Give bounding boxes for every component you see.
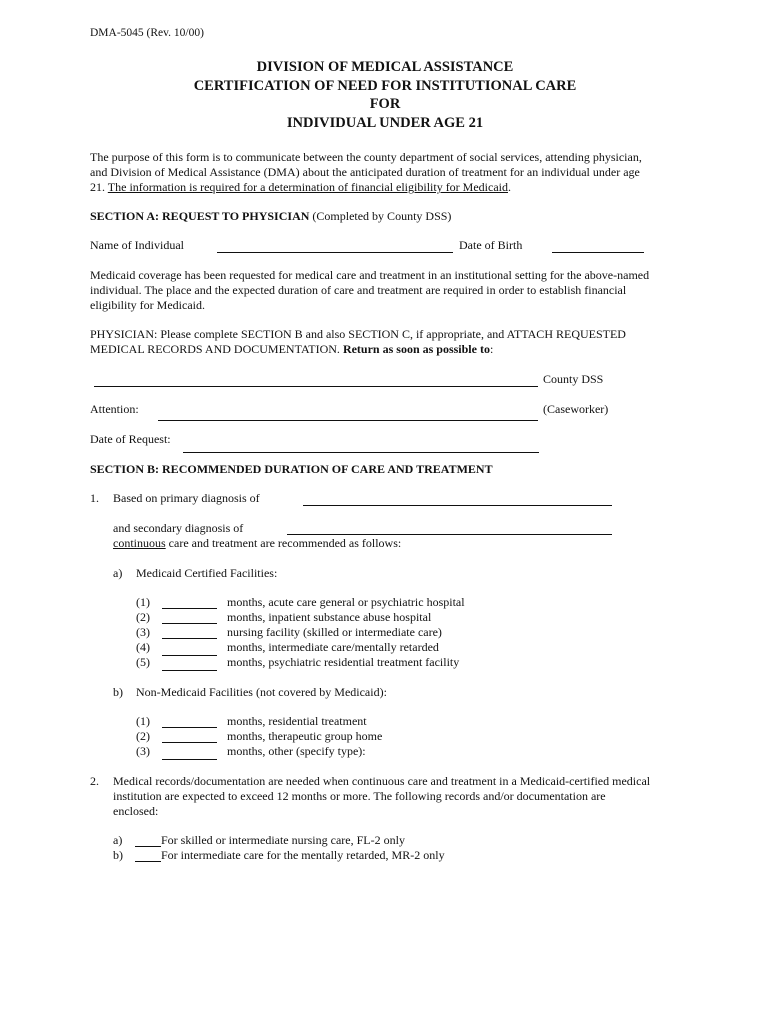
return-to-label: Return as soon as possible to bbox=[342, 342, 490, 356]
purpose-line-3-suffix: . bbox=[508, 180, 511, 194]
section-b-heading: SECTION B: RECOMMENDED DURATION OF CARE AND TREATMENT bbox=[90, 462, 493, 476]
medicaid-item-4-field[interactable] bbox=[162, 655, 217, 656]
secondary-diagnosis-label: and secondary diagnosis of bbox=[113, 521, 244, 535]
form-id: DMA-5045 (Rev. 10/00) bbox=[90, 27, 204, 39]
coverage-line-3: eligibility for Medicaid. bbox=[90, 298, 205, 312]
non-medicaid-item-1-field[interactable] bbox=[162, 727, 217, 728]
county-dss-label: County DSS bbox=[543, 372, 604, 386]
purpose-line-1: The purpose of this form is to communicate between the county department of social services, attending physician, bbox=[90, 150, 642, 164]
section-a-note: (Completed by County DSS) bbox=[312, 209, 452, 223]
physician-line-1: PHYSICIAN: Please complete SECTION B and also SECTION C, if appropriate, and ATTACH REQUESTED bbox=[90, 327, 626, 341]
item-2-number: 2. bbox=[90, 774, 99, 788]
doc-b-text: For intermediate care for the mentally retarded, MR-2 only bbox=[161, 848, 445, 862]
sub-a-label: a) bbox=[113, 566, 123, 580]
primary-diagnosis-label: Based on primary diagnosis of bbox=[113, 491, 260, 505]
doc-a-text: For skilled or intermediate nursing care, FL-2 only bbox=[161, 833, 405, 847]
purpose-line-3-underlined: The information is required for a determination of financial eligibility for Medicaid bbox=[107, 180, 508, 194]
sub-b-label: b) bbox=[113, 685, 123, 699]
physician-line-2-text: MEDICAL RECORDS AND DOCUMENTATION. bbox=[90, 342, 340, 356]
medicaid-item-4-text: months, intermediate care/mentally retarded bbox=[227, 640, 439, 654]
medicaid-item-3-field[interactable] bbox=[162, 638, 217, 639]
section-a-heading bbox=[90, 209, 451, 223]
medicaid-item-1-field[interactable] bbox=[162, 608, 217, 609]
item-1-number: 1. bbox=[90, 491, 99, 505]
item-2-line-2: institution are expected to exceed 12 months or more. The following records and/or documentation are bbox=[113, 789, 606, 803]
continuous-rest: care and treatment are recommended as follows: bbox=[168, 536, 402, 550]
title-line-2: CERTIFICATION OF NEED FOR INSTITUTIONAL CARE bbox=[193, 78, 577, 94]
non-medicaid-item-2-field[interactable] bbox=[162, 742, 217, 743]
medicaid-item-1-number: (1) bbox=[136, 595, 150, 609]
non-medicaid-facilities-title: Non-Medicaid Facilities (not covered by Medicaid): bbox=[136, 685, 387, 699]
doc-b-checkbox-line[interactable] bbox=[135, 861, 161, 862]
medicaid-item-2-number: (2) bbox=[136, 610, 150, 624]
purpose-line-2: and Division of Medical Assistance (DMA) about the anticipated duration of treatment for an individual under age bbox=[90, 165, 640, 179]
medicaid-item-4-number: (4) bbox=[136, 640, 150, 654]
continuous-line bbox=[113, 536, 401, 550]
name-of-individual-field[interactable] bbox=[217, 252, 453, 253]
non-medicaid-item-3-number: (3) bbox=[136, 744, 150, 758]
purpose-line-3-prefix: 21. bbox=[90, 180, 105, 194]
return-to-colon: : bbox=[489, 342, 494, 356]
coverage-line-1: Medicaid coverage has been requested for medical care and treatment in an institutional setting for the above-named bbox=[90, 268, 650, 282]
doc-a-checkbox-line[interactable] bbox=[135, 846, 161, 847]
non-medicaid-item-1-number: (1) bbox=[136, 714, 150, 728]
non-medicaid-item-2-text: months, therapeutic group home bbox=[227, 729, 383, 743]
medicaid-item-5-field[interactable] bbox=[162, 670, 217, 671]
non-medicaid-item-3-field[interactable] bbox=[162, 759, 217, 760]
medicaid-item-5-number: (5) bbox=[136, 655, 150, 669]
non-medicaid-item-3-text: months, other (specify type): bbox=[227, 744, 366, 758]
medicaid-item-1-text: months, acute care general or psychiatric hospital bbox=[227, 595, 465, 609]
title-line-3: FOR bbox=[369, 96, 401, 112]
doc-b-label: b) bbox=[113, 848, 123, 862]
medicaid-item-3-number: (3) bbox=[136, 625, 150, 639]
title-line-4: INDIVIDUAL UNDER AGE 21 bbox=[286, 115, 484, 131]
date-of-request-label: Date of Request: bbox=[90, 432, 171, 446]
non-medicaid-item-2-number: (2) bbox=[136, 729, 150, 743]
date-of-request-field[interactable] bbox=[183, 452, 539, 453]
title-line-1: DIVISION OF MEDICAL ASSISTANCE bbox=[256, 59, 514, 75]
section-a-title: SECTION A: REQUEST TO PHYSICIAN bbox=[90, 209, 310, 223]
item-2-line-3: enclosed: bbox=[113, 804, 159, 818]
date-of-birth-label: Date of Birth bbox=[459, 238, 523, 252]
medicaid-facilities-title: Medicaid Certified Facilities: bbox=[136, 566, 278, 580]
purpose-line-3 bbox=[90, 180, 511, 194]
medicaid-item-2-text: months, inpatient substance abuse hospital bbox=[227, 610, 432, 624]
date-of-birth-field[interactable] bbox=[552, 252, 644, 253]
medicaid-item-2-field[interactable] bbox=[162, 623, 217, 624]
name-of-individual-label: Name of Individual bbox=[90, 238, 184, 252]
county-dss-field[interactable] bbox=[94, 386, 538, 387]
attention-label: Attention: bbox=[90, 402, 139, 416]
caseworker-label: (Caseworker) bbox=[543, 402, 609, 416]
secondary-diagnosis-field[interactable] bbox=[287, 534, 612, 535]
coverage-line-2: individual. The place and the expected duration of care and treatment are required in order to establish financial bbox=[90, 283, 627, 297]
continuous-word: continuous bbox=[113, 536, 166, 550]
physician-line-2 bbox=[90, 342, 493, 356]
attention-field[interactable] bbox=[158, 420, 538, 421]
medicaid-item-5-text: months, psychiatric residential treatment facility bbox=[227, 655, 460, 669]
doc-a-label: a) bbox=[113, 833, 123, 847]
primary-diagnosis-field[interactable] bbox=[303, 505, 612, 506]
item-2-line-1: Medical records/documentation are needed when continuous care and treatment in a Medicaid-certified medical bbox=[113, 774, 651, 788]
non-medicaid-item-1-text: months, residential treatment bbox=[227, 714, 367, 728]
medicaid-item-3-text: nursing facility (skilled or intermediate care) bbox=[227, 625, 442, 639]
